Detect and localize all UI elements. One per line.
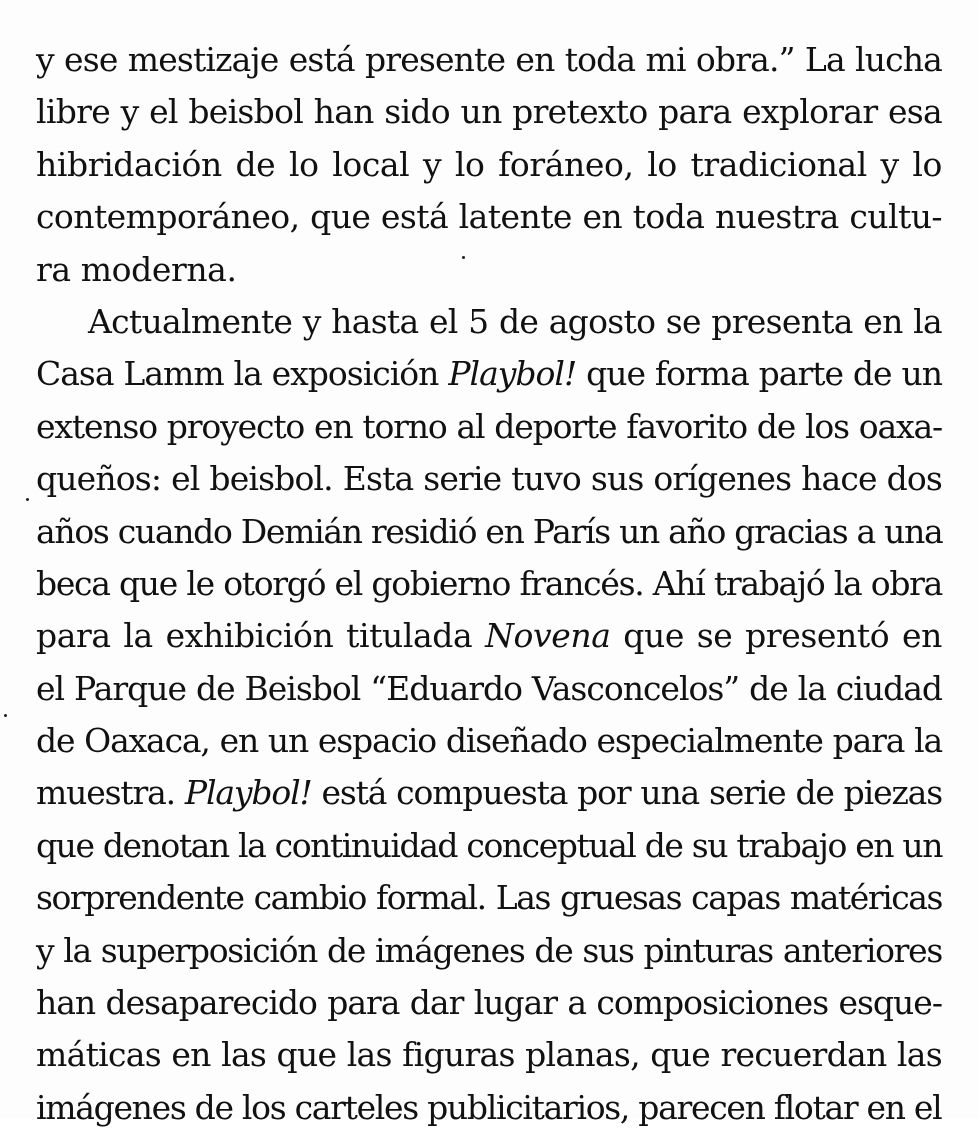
text-line: [36, 558, 942, 610]
text-segment: hibridación de lo local y lo foráneo, lo tradicional y lo: [36, 144, 942, 184]
text-line: [36, 1082, 942, 1134]
text-segment: está compuesta por una serie de piezas: [311, 773, 942, 813]
print-speck: [26, 498, 29, 501]
text-line: [36, 453, 942, 505]
text-segment: máticas en las que las figuras planas, que recuerdan las: [36, 1035, 942, 1075]
text-segment: ra moderna.: [36, 249, 237, 289]
text-segment: han desaparecido para dar lugar a composiciones esque-: [36, 983, 942, 1023]
text-line: [36, 191, 942, 243]
text-line: [36, 1029, 942, 1081]
text-line: [36, 977, 942, 1029]
paragraph: [36, 296, 942, 1134]
paragraph: [36, 34, 942, 296]
text-segment: para la exhibición titulada: [36, 616, 486, 656]
text-line: [36, 86, 942, 138]
text-line: [36, 872, 942, 924]
text-line: [36, 715, 942, 767]
text-segment: de Oaxaca, en un espacio diseñado especialmente para la: [36, 721, 942, 761]
text-segment: Actualmente y hasta el 5 de agosto se presenta en la: [88, 301, 942, 341]
text-line: [36, 244, 942, 296]
text-line: [36, 663, 942, 715]
text-segment: Casa Lamm la exposición: [36, 354, 449, 394]
text-line: [36, 296, 942, 348]
text-line: [36, 820, 942, 872]
text-segment: queños: el beisbol. Esta serie tuvo sus orígenes hace dos: [36, 459, 942, 499]
article-text: [36, 34, 942, 1134]
print-speck: [462, 256, 465, 259]
text-segment: beca que le otorgó el gobierno francés. Ahí trabajó la obra: [36, 563, 942, 603]
text-segment: y ese mestizaje está presente en toda mi obra.” La lucha: [36, 40, 942, 79]
text-line: [36, 767, 942, 819]
italic-title: Playbol!: [448, 354, 577, 394]
text-line: [36, 139, 942, 191]
text-segment: libre y el beisbol han sido un pretexto para explorar esa: [36, 92, 942, 132]
text-segment: que forma parte de un: [576, 354, 942, 394]
text-segment: contemporáneo, que está latente en toda nuestra cultu-: [36, 197, 942, 237]
text-line: [36, 34, 942, 86]
text-segment: muestra.: [36, 773, 185, 813]
text-line: [36, 348, 942, 400]
text-line: [36, 925, 942, 977]
print-speck: [4, 714, 7, 717]
italic-title: Playbol!: [184, 773, 312, 813]
text-segment: y la superposición de imágenes de sus pinturas anteriores: [36, 930, 942, 970]
text-segment: extenso proyecto en torno al deporte favorito de los oaxa-: [36, 406, 942, 446]
text-segment: años cuando Demián residió en París un año gracias a una: [36, 511, 943, 551]
text-line: [36, 401, 942, 453]
text-segment: imágenes de los carteles publicitarios, parecen flotar en el: [36, 1087, 942, 1127]
text-segment: que se presentó en: [610, 616, 942, 656]
italic-title: Novena: [485, 616, 611, 656]
text-segment: el Parque de Beisbol “Eduardo Vasconcelos” de la ciudad: [36, 668, 942, 708]
text-line: [36, 610, 942, 662]
text-segment: sorprendente cambio formal. Las gruesas capas matéricas: [36, 878, 942, 918]
text-line: [36, 506, 942, 558]
text-segment: que denotan la continuidad conceptual de su trabajo en un: [36, 825, 942, 865]
